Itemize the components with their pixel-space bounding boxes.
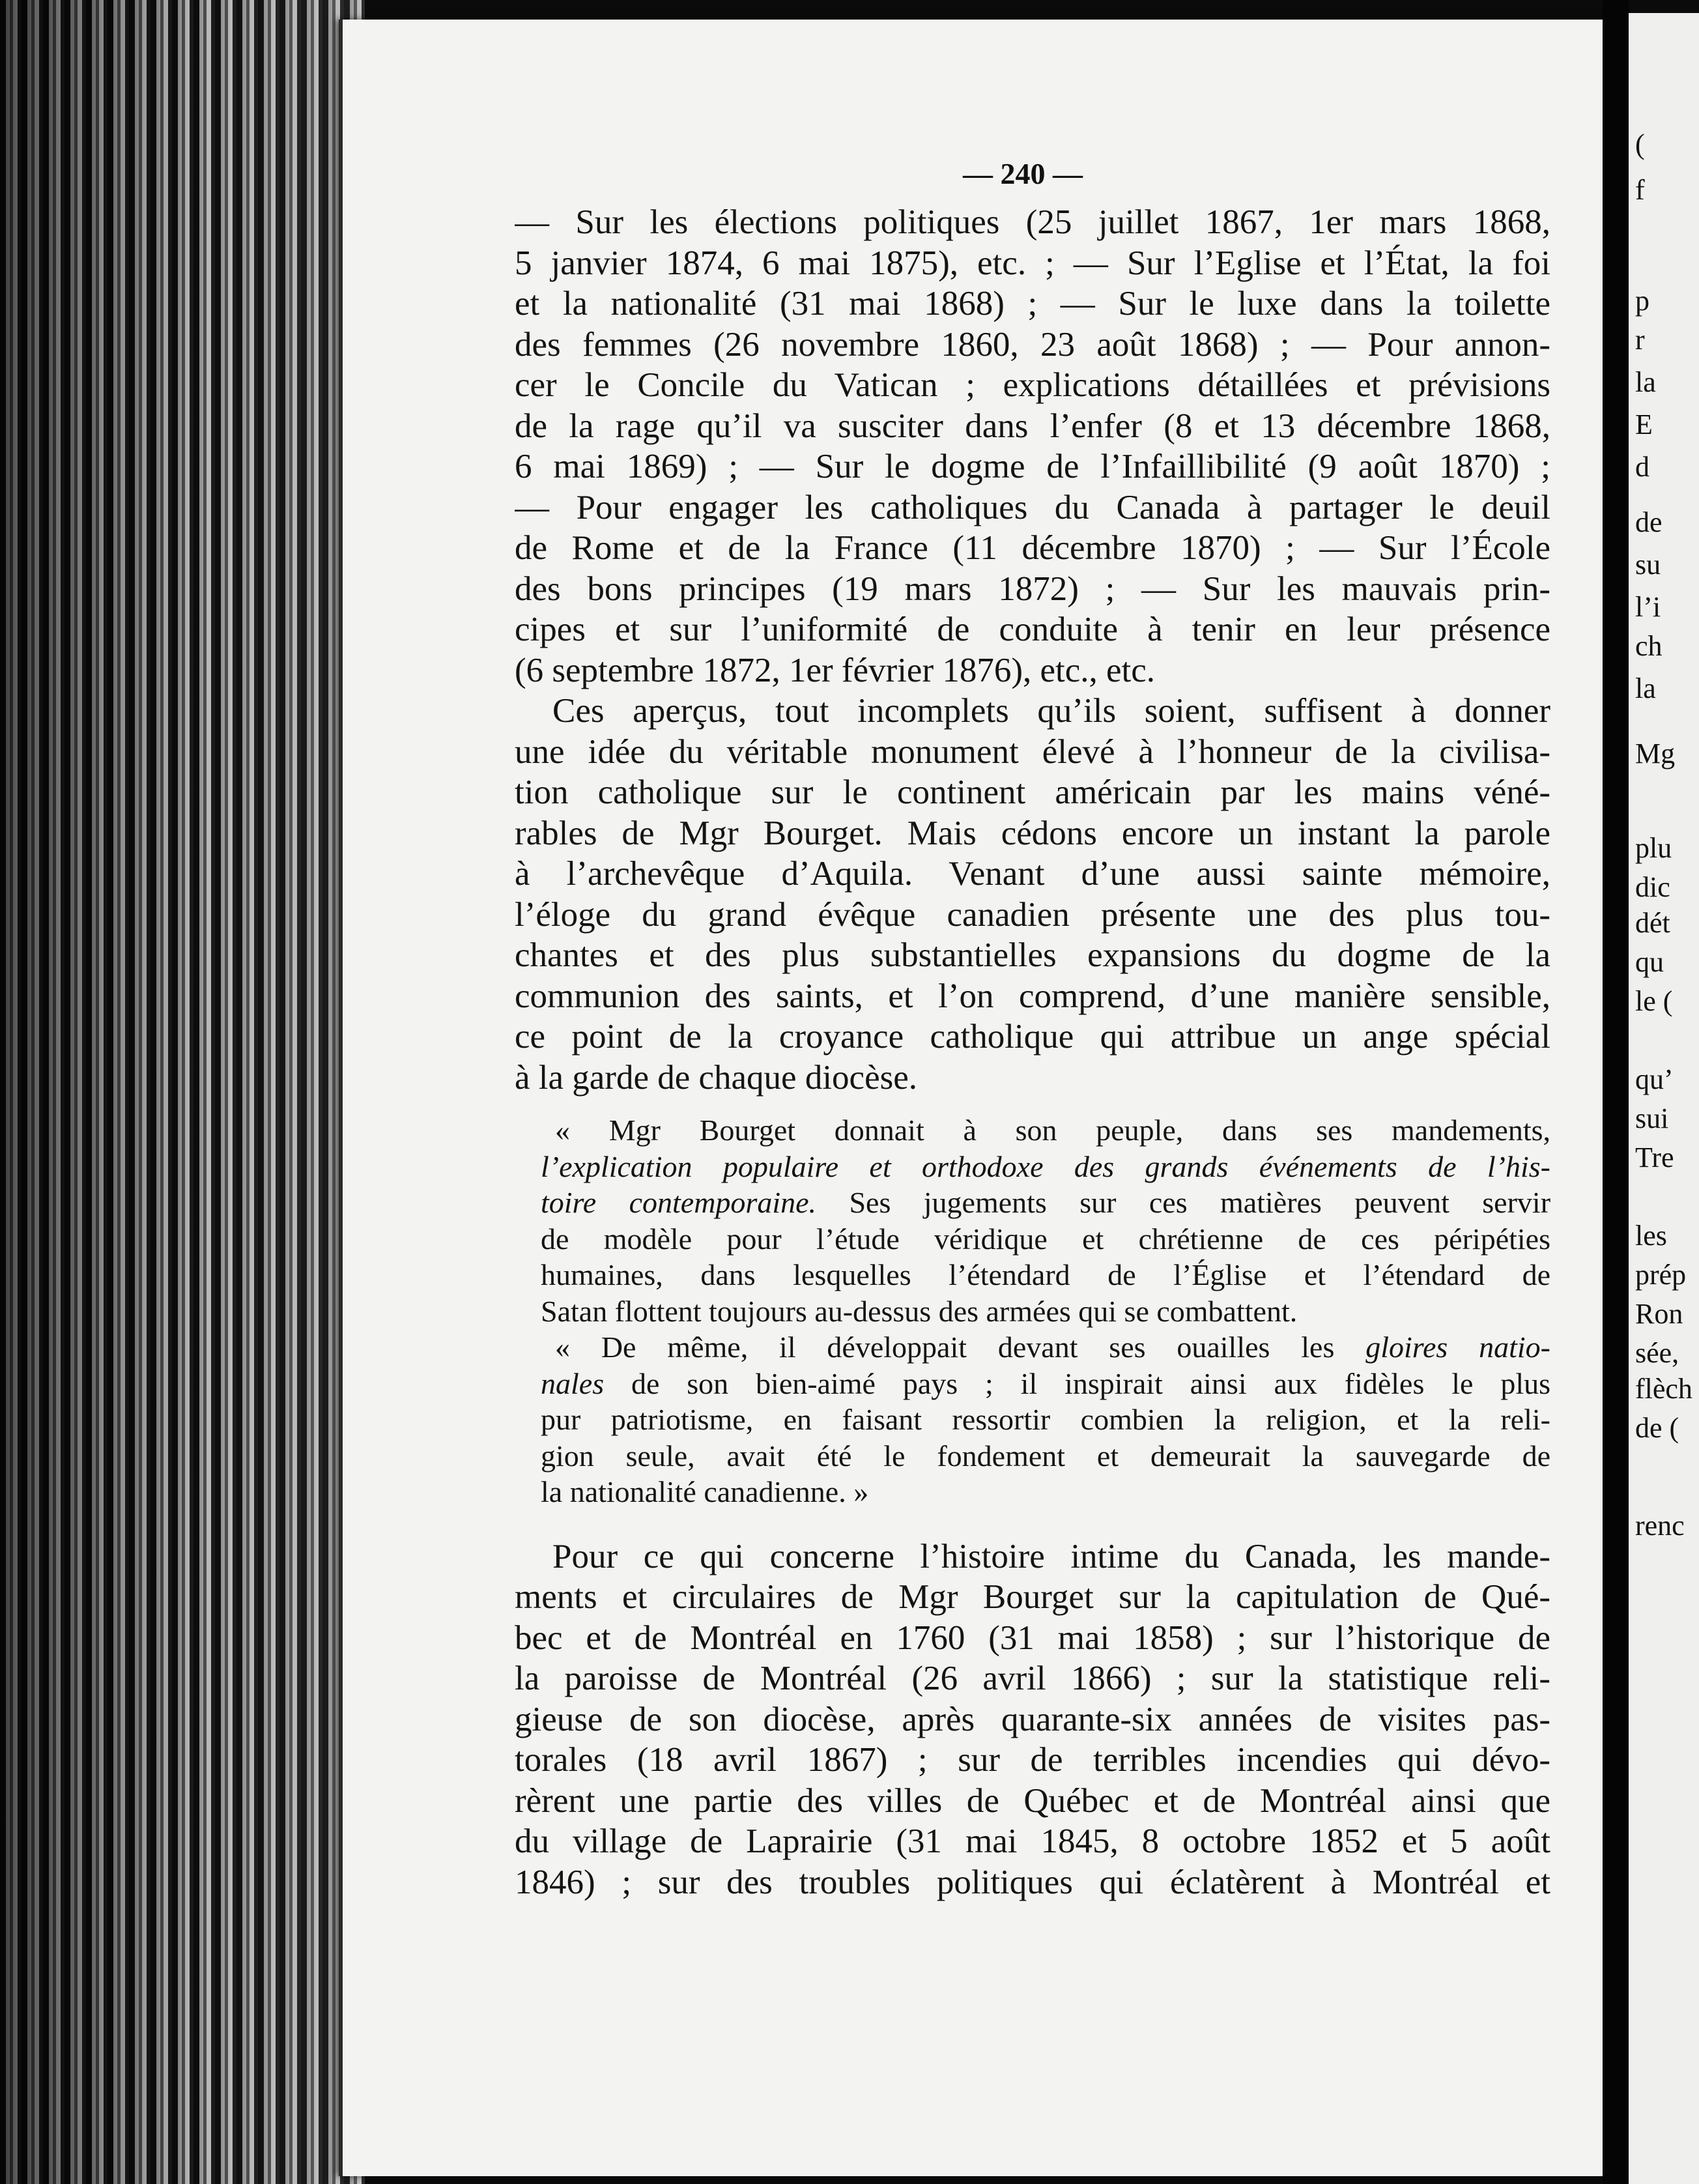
adjacent-page-text: flèch <box>1635 1373 1692 1405</box>
text-line: l’éloge du grand évêque canadien présente une des plus tou- <box>515 895 1550 934</box>
quote-line: « Mgr Bourget donnait à son peuple, dans ses mandements, <box>555 1114 1550 1147</box>
adjacent-page-text: ch <box>1635 630 1663 662</box>
text-line: ments et circulaires de Mgr Bourget sur la capitulation de Qué- <box>515 1578 1550 1616</box>
text-line: des bons principes (19 mars 1872) ; — Sur les mauvais prin- <box>515 569 1550 608</box>
adjacent-page-text: sui <box>1635 1102 1669 1134</box>
text-line: à l’archevêque d’Aquila. Venant d’une aussi sainte mémoire, <box>515 855 1550 893</box>
text-line: cer le Concile du Vatican ; explications détaillées et prévisions <box>515 366 1550 404</box>
paragraph-histoire-intime <box>515 1536 1550 1903</box>
adjacent-page-text: Mg <box>1635 738 1676 769</box>
text-line: (6 septembre 1872, 1er février 1876), etc., etc. <box>515 651 1156 689</box>
text-line: ce point de la croyance catholique qui attribue un ange spécial <box>515 1018 1550 1056</box>
adjacent-page-text: l’i <box>1635 591 1661 623</box>
text-line: gieuse de son diocèse, après quarante-six années de visites pas- <box>515 1700 1550 1738</box>
adjacent-page-text: de <box>1635 506 1663 538</box>
text-line: de la rage qu’il va susciter dans l’enfer (8 et 13 décembre 1868, <box>515 407 1550 445</box>
page-text <box>515 202 1550 1903</box>
quote-italic: l’explication populaire et orthodoxe des grands événements de l’his- <box>541 1149 1550 1183</box>
adjacent-page-text: ( <box>1635 128 1645 160</box>
quote-italic: nales <box>541 1366 605 1400</box>
quote-line: pur patriotisme, en faisant ressortir combien la religion, et la reli- <box>541 1403 1550 1436</box>
quote-line <box>541 1329 1550 1366</box>
quote-italic: gloires natio- <box>1365 1330 1550 1364</box>
text-line: torales (18 avril 1867) ; sur de terribles incendies qui dévo- <box>515 1741 1550 1779</box>
text-line: une idée du véritable monument élevé à l’honneur de la civilisa- <box>515 732 1550 771</box>
text-line: chantes et des plus substantielles expansions du dogme de la <box>515 936 1550 974</box>
text-line: la paroisse de Montréal (26 avril 1866) ; sur la statistique reli- <box>515 1660 1550 1697</box>
adjacent-page-text: r <box>1635 324 1645 356</box>
text-line: rables de Mgr Bourget. Mais cédons encore un instant la parole <box>515 814 1550 852</box>
text-line: des femmes (26 novembre 1860, 23 août 1868) ; — Pour annon- <box>515 325 1550 364</box>
paragraph-mandements-list <box>515 202 1550 691</box>
text-line: 6 mai 1869) ; — Sur le dogme de l’Infaillibilité (9 août 1870) ; <box>515 448 1550 485</box>
quote-text: « De même, il développait devant ses ouailles les <box>555 1330 1366 1364</box>
text-line: communion des saints, et l’on comprend, d’une manière sensible, <box>515 977 1550 1015</box>
text-line: de Rome et de la France (11 décembre 1870) ; — Sur l’École <box>515 529 1550 567</box>
adjacent-page-text: prép <box>1635 1259 1687 1291</box>
book-page-edges <box>0 0 365 2184</box>
quote-line: humaines, dans lesquelles l’étendard de l’Église et l’étendard de <box>541 1258 1550 1291</box>
quote-italic: toire contemporaine. <box>541 1186 817 1219</box>
adjacent-page-text: renc <box>1635 1510 1685 1542</box>
quote-line <box>541 1185 1550 1221</box>
adjacent-page-text: E <box>1635 409 1653 440</box>
text-line: Pour ce qui concerne l’histoire intime du Canada, les mande- <box>552 1537 1550 1575</box>
adjacent-page-text: plu <box>1635 832 1672 864</box>
adjacent-page-fragment <box>1629 13 1699 2184</box>
quote-text: de son bien-aimé pays ; il inspirait ainsi aux fidèles le plus <box>604 1366 1550 1400</box>
block-quote <box>541 1112 1550 1510</box>
text-line: cipes et sur l’uniformité de conduite à tenir en leur présence <box>515 611 1550 648</box>
adjacent-page-text: la <box>1635 366 1656 398</box>
quote-line: Satan flottent toujours au-dessus des armées qui se combattent. <box>541 1294 1298 1328</box>
adjacent-page-text: dic <box>1635 871 1670 903</box>
adjacent-page-text: les <box>1635 1220 1667 1252</box>
adjacent-page-text: dét <box>1635 907 1670 939</box>
quote-line <box>541 1149 1550 1185</box>
adjacent-page-text: qu <box>1635 946 1664 978</box>
text-line: 5 janvier 1874, 6 mai 1875), etc. ; — Sur l’Eglise et l’État, la foi <box>515 244 1550 282</box>
quote-line: gion seule, avait été le fondement et demeurait la sauvegarde de <box>541 1439 1550 1473</box>
text-line: — Pour engager les catholiques du Canada à partager le deuil <box>515 488 1550 526</box>
paragraph-apercus <box>515 691 1550 1098</box>
text-line: rèrent une partie des villes de Québec et de Montréal ainsi que <box>515 1781 1550 1820</box>
adjacent-page-text: d <box>1635 451 1649 483</box>
adjacent-page-text: le ( <box>1635 985 1673 1017</box>
text-line: à la garde de chaque diocèse. <box>515 1058 917 1097</box>
text-line: Ces aperçus, tout incomplets qu’ils soient, suffisent à donner <box>552 692 1550 730</box>
quote-line: de modèle pour l’étude véridique et chrétienne de ces péripéties <box>541 1222 1550 1256</box>
quote-line: la nationalité canadienne. » <box>541 1475 869 1508</box>
quote-text: Ses jugements sur ces matières peuvent servir <box>816 1186 1550 1219</box>
text-line: — Sur les élections politiques (25 juillet 1867, 1er mars 1868, <box>515 203 1550 241</box>
adjacent-page-text: f <box>1635 174 1645 206</box>
adjacent-page-text: de ( <box>1635 1412 1679 1444</box>
text-line: du village de Laprairie (31 mai 1845, 8 octobre 1852 et 5 août <box>515 1822 1550 1860</box>
adjacent-page-text: sée, <box>1635 1337 1679 1369</box>
adjacent-page-text: Tre <box>1635 1142 1674 1173</box>
text-line: 1846) ; sur des troubles politiques qui éclatèrent à Montréal et <box>515 1863 1550 1901</box>
paragraph-gap <box>515 1510 1550 1536</box>
quote-line <box>541 1366 1550 1402</box>
text-line: et la nationalité (31 mai 1868) ; — Sur le luxe dans la toilette <box>515 285 1550 323</box>
adjacent-page-text: p <box>1635 285 1649 317</box>
page-gutter <box>1603 0 1629 2184</box>
adjacent-page-text: Ron <box>1635 1298 1683 1330</box>
page-number: — 240 — <box>963 157 1083 190</box>
text-line: tion catholique sur le continent américain par les mains véné- <box>515 773 1550 811</box>
text-line: bec et de Montréal en 1760 (31 mai 1858) ; sur l’historique de <box>515 1618 1550 1657</box>
adjacent-page-text: la <box>1635 672 1656 704</box>
adjacent-page-text: qu’ <box>1635 1063 1674 1095</box>
adjacent-page-text: su <box>1635 549 1661 581</box>
